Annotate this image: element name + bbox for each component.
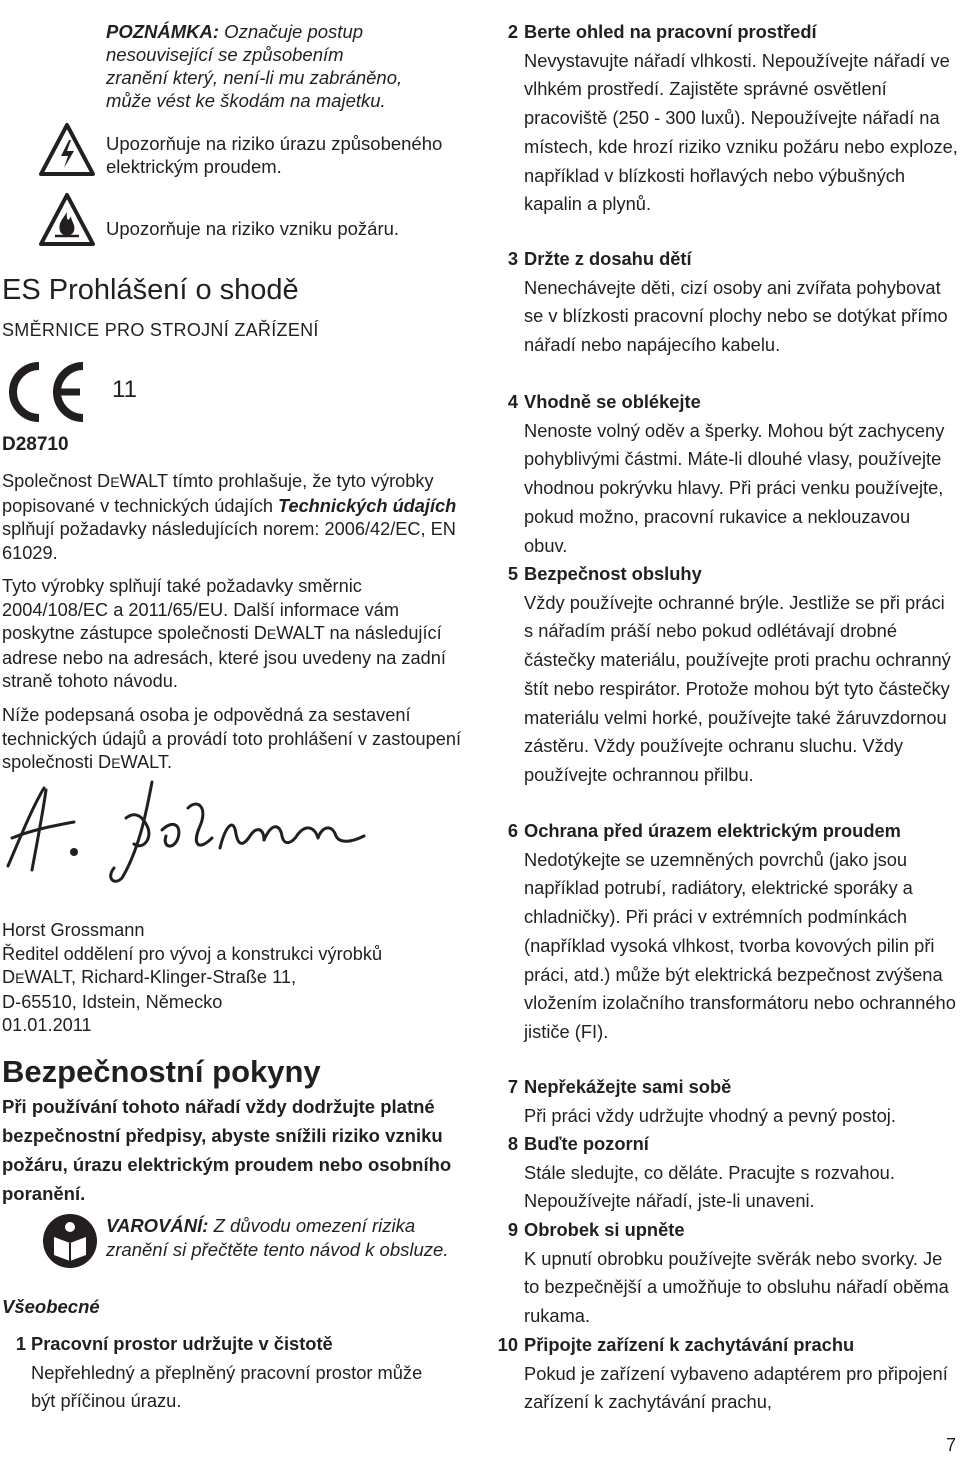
ce-number: 11 [112,376,137,403]
item-body: Nevystavujte nářadí vlhkosti. Nepoužívejte nářadí ve vlhkém prostředí. Zajistěte správné osvětlení pracoviště (250 - 300 luxů). Nepoužívejte nářadí na místech, kde hrozí riziko vzniku požáru nebo exploze, například v blízkosti hořlavých nebo výbušných kapalin a plynů. [524,49,958,215]
safety-item-10 [496,1331,958,1417]
warning-text: Z důvodu omezení rizika zranění si přečtěte tento návod k obsluze. [106,1215,449,1260]
signer-block [2,919,382,1038]
directive-heading: SMĚRNICE PRO STROJNÍ ZAŘÍZENÍ [2,320,319,340]
note-text-3: zranění který, není-li mu zabráněno, [106,67,403,88]
item-heading: Obrobek si upněte [524,1219,685,1240]
signer-name: Horst Grossmann [2,920,145,940]
safety-intro: Při používání tohoto nářadí vždy dodržujte platné bezpečnostní předpisy, abyste snížili riziko vzniku požáru, úrazu elektrickým proudem nebo osobního poranění. [2,1096,452,1204]
item-body: Pokud je zařízení vybaveno adaptérem pro připojení zařízení k zachytávání prachu, [524,1362,948,1413]
item-heading: Buďte pozorní [524,1133,649,1154]
safety-item-6 [496,817,958,1047]
declaration-paragraph-2: Tyto výrobky splňují také požadavky směrnic 2004/108/EC a 2011/65/EU. Další informace vám poskytne zástupce společnosti DEWALT na následující adrese nebo na adresách, které jsou uvedeny na zadní straně tohoto návodu. [2,576,446,691]
safety-item-1 [4,1330,444,1416]
safety-item-7 [496,1073,958,1130]
item-body: Při práci vždy udržujte vhodný a pevný postoj. [524,1104,896,1126]
safety-item-3 [496,245,958,360]
item-number: 3 [507,248,518,269]
item-body: K upnutí obrobku používejte svěrák nebo svorky. Je to bezpečnější a umožňuje to obsluhu nářadí oběma rukama. [524,1247,949,1327]
item-number: 5 [507,563,518,584]
item-heading: Berte ohled na pracovní prostředí [524,21,817,42]
general-heading: Všeobecné [2,1296,100,1317]
declaration-title: ES Prohlášení o shodě [2,274,299,306]
declaration-paragraph-3: Níže podepsaná osoba je odpovědná za sestavení technických údajů a provádí toto prohlášení v zastoupení společnosti DEWALT. [2,705,462,772]
page-number: 7 [945,1435,956,1455]
item-number: 10 [497,1334,518,1355]
safety-title: Bezpečnostní pokyny [2,1054,321,1089]
item-heading: Pracovní prostor udržujte v čistotě [31,1333,333,1354]
safety-item-5 [496,560,958,790]
item-heading: Nepřekážejte sami sobě [524,1076,732,1097]
item-heading: Vhodně se oblékejte [524,391,701,412]
read-manual-icon [42,1213,98,1274]
model-number: D28710 [2,434,69,455]
warning-label: VAROVÁNÍ: [106,1215,209,1236]
item-number: 6 [507,820,518,841]
item-heading: Držte z dosahu dětí [524,248,692,269]
item-heading: Připojte zařízení k zachytávání prachu [524,1334,855,1355]
fire-warning-text: Upozorňuje na riziko vzniku požáru. [106,218,400,239]
ce-mark-icon [6,360,88,429]
safety-item-8 [496,1130,958,1216]
electric-warning-icon [38,122,96,183]
item-number: 1 [15,1333,26,1354]
item-body: Vždy používejte ochranné brýle. Jestliže se při práci s nářadím práší nebo pokud odlétávají drobné částečky materiálu, používejte proti prachu ochranný štít nebo respirátor. Protože mohou být tyto částečky materiálu velmi horké, používejte také žáruvzdornou zástěru. Vždy používejte ochranu sluchu. Vždy používejte ochrannou přilbu. [524,591,951,785]
note-text-2: nesouvisející se způsobením [106,44,344,65]
signer-date: 01.01.2011 [2,1015,92,1035]
safety-item-2 [496,18,958,219]
signature [2,778,372,893]
electric-warning-text: Upozorňuje na riziko úrazu způsobeného elektrickým proudem. [106,133,443,177]
item-number: 9 [507,1219,518,1240]
signer-address-2: D-65510, Idstein, Německo [2,991,223,1012]
declaration-paragraph-1: Společnost DEWALT tímto prohlašuje, že tyto výrobky popisované v technických údajích Technických údajích splňují požadavky následujících norem: 2006/42/EC, EN 61029. [2,471,457,563]
note-text-1: Označuje postup [219,21,364,42]
note-poznamka [106,20,466,112]
note-text-4: může vést ke škodám na majetku. [106,90,386,111]
item-heading: Ochrana před úrazem elektrickým proudem [524,820,901,841]
fire-warning-icon [38,192,96,253]
item-body: Stále sledujte, co děláte. Pracujte s rozvahou. Nepoužívejte nářadí, jste-li unaveni. [524,1161,895,1212]
warning-note [106,1214,456,1262]
item-number: 2 [507,21,518,42]
item-body: Nepřehledný a přeplněný pracovní prostor může být příčinou úrazu. [31,1361,423,1412]
item-number: 4 [507,391,518,412]
safety-item-4 [496,388,958,560]
item-heading: Bezpečnost obsluhy [524,563,702,584]
signer-address-1: DEWALT, Richard-Klinger-Straße 11, [2,967,297,987]
item-number: 8 [507,1133,518,1154]
safety-item-9 [496,1216,958,1331]
note-label: POZNÁMKA: [106,21,220,42]
item-number: 7 [507,1076,518,1097]
item-body: Nenechávejte děti, cizí osoby ani zvířata pohybovat se v blízkosti pracovní plochy nebo se dotýkat přímo nářadí nebo napájecího kabelu. [524,276,948,356]
item-body: Nedotýkejte se uzemněných povrchů (jako jsou například potrubí, radiátory, elektrické sporáky a chladničky). Při práci v extrémních podmínkách (například vysoká vlhkost, tvorba kovových pilin při práci, atd.) může být elektrická bezpečnost zvýšena vložením izolačního transformátoru nebo ochranného jističe (FI). [524,848,956,1042]
signer-title: Ředitel oddělení pro vývoj a konstrukci výrobků [2,943,383,964]
item-body: Nenoste volný oděv a šperky. Mohou být zachyceny pohyblivými částmi. Máte-li dlouhé vlasy, používejte vhodnou pokrývku hlavy. Při práci venku používejte, pokud možno, pracovní rukavice a neklouzavou obuv. [524,419,945,556]
